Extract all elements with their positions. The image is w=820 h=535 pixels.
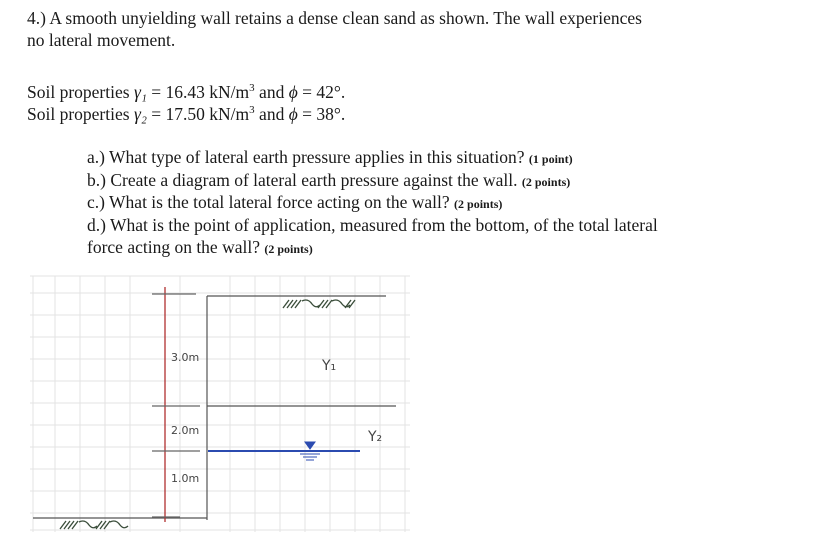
grid-paper bbox=[30, 276, 410, 532]
phi-2-symbol: ϕ bbox=[288, 103, 298, 124]
dimension-label-top: 3.0m bbox=[171, 351, 200, 364]
question-b-points: (2 points) bbox=[521, 175, 571, 189]
question-d-points: (2 points) bbox=[264, 242, 313, 256]
question-c-text: c.) What is the total lateral force acting on the wall? bbox=[87, 192, 450, 212]
unit-1: kN/m bbox=[209, 81, 250, 102]
unit-weight-1: 16.43 bbox=[165, 81, 205, 102]
unit-2: kN/m bbox=[209, 103, 250, 124]
dimension-label-mid: 2.0m bbox=[171, 424, 200, 437]
soil-properties-layer-2: Soil properties γ₂ = 17.50 $kN/m^3$ and ϕ = 38°. bbox=[27, 103, 346, 124]
unit-weight-2: 17.50 bbox=[165, 103, 205, 124]
question-a-points: (1 point) bbox=[528, 152, 573, 166]
gamma-1-label: Y₁ bbox=[322, 358, 337, 374]
gamma-2-label: Y₂ bbox=[368, 429, 383, 445]
phi-1-symbol: ϕ bbox=[288, 81, 298, 102]
ground-hatch-icon bbox=[60, 521, 128, 529]
question-d-text: force acting on the wall? bbox=[87, 237, 260, 257]
gamma-1-symbol: γ₁ bbox=[133, 81, 147, 102]
and-1: and bbox=[259, 81, 285, 102]
soil-label: Soil properties bbox=[27, 81, 130, 102]
and-2: and bbox=[259, 103, 285, 124]
unit-exp-1: 3 bbox=[249, 82, 255, 94]
gamma-2-symbol: γ₂ bbox=[133, 103, 147, 124]
problem-line-2: no lateral movement. bbox=[27, 30, 176, 50]
unit-exp-2: 3 bbox=[249, 104, 255, 116]
friction-angle-2: 38°. bbox=[316, 103, 346, 124]
soil-properties-layer-1: Soil properties γ₁ = 16.43 $kN/m^3$ and ϕ = 42°. bbox=[27, 81, 346, 102]
question-c-points: (2 points) bbox=[454, 197, 503, 211]
soil-label: Soil properties bbox=[27, 103, 130, 124]
friction-angle-1: 42°. bbox=[316, 81, 346, 102]
dimension-label-bottom: 1.0m bbox=[171, 472, 200, 485]
question-b-text: b.) Create a diagram of lateral earth pressure against the wall. bbox=[87, 170, 518, 190]
dimension-line bbox=[152, 287, 200, 522]
ground-hatch-icon bbox=[283, 300, 355, 308]
problem-line-1: 4.) A smooth unyielding wall retains a dense clean sand as shown. The wall experiences bbox=[27, 8, 642, 28]
question-a-text: a.) What type of lateral earth pressure applies in this situation? bbox=[87, 147, 525, 167]
question-d-line-1: d.) What is the point of application, measured from the bottom, of the total lateral bbox=[87, 215, 658, 235]
